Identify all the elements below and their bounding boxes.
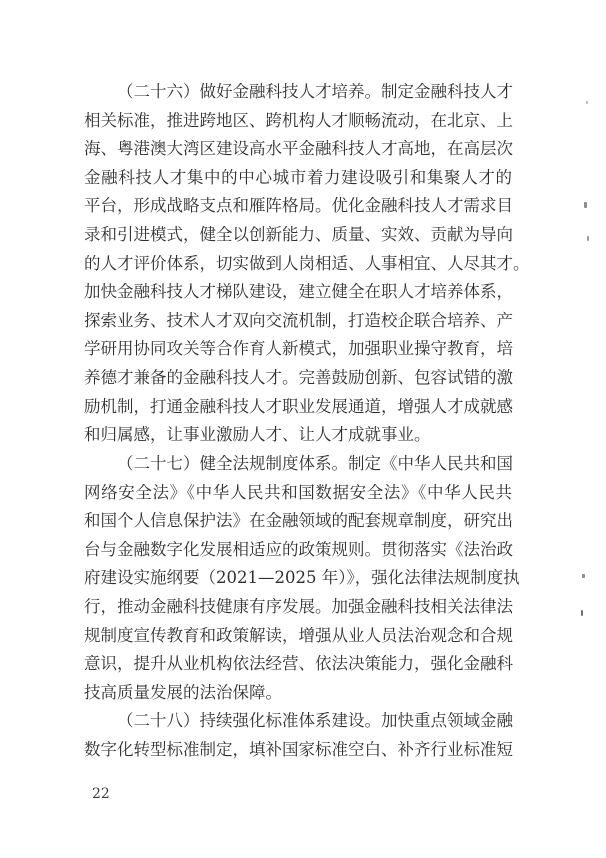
text-line: 规制度宣传教育和政策解读，增强从业人员法治观念和合规	[84, 625, 513, 645]
text-line: 励机制，打通金融科技人才职业发展通道，增强人才成就感	[84, 396, 513, 416]
scan-artifact	[587, 236, 589, 241]
text-line: （二十八）持续强化标准体系建设。加快重点领域金融	[117, 711, 513, 731]
text-line: 技高质量发展的法治保障。	[84, 682, 282, 702]
text-line: 录和引进模式，健全以创新能力、质量、实效、贡献为导向	[84, 225, 513, 245]
text-line: 探索业务、技术人才双向交流机制，打造校企联合培养、产	[84, 310, 513, 330]
scan-artifact	[586, 101, 588, 104]
text-line: 平台，形成战略支点和雁阵格局。优化金融科技人才需求目	[84, 196, 513, 216]
scan-artifact	[584, 202, 587, 208]
text-line: 金融科技人才集中的中心城市着力建设吸引和集聚人才的	[84, 167, 512, 187]
text-line: 网络安全法》《中华人民共和国数据安全法》《中华人民共	[84, 482, 512, 502]
text-line: 府建设实施纲要（2021—2025 年）》，强化法律法规制度执	[84, 568, 520, 588]
text-line: 学研用协同攻关等合作育人新模式，加强职业操守教育，培	[84, 339, 513, 359]
text-line: 和归属感，让事业激励人才、让人才成就事业。	[84, 425, 431, 445]
text-line: 意识，提升从业机构依法经营、依法决策能力，强化金融科	[84, 654, 513, 674]
text-line: 养德才兼备的金融科技人才。完善鼓励创新、包容试错的激	[84, 368, 513, 388]
page-number: 22	[92, 786, 110, 802]
text-line: 加快金融科技人才梯队建设，建立健全在职人才培养体系，	[84, 282, 513, 302]
text-line: （二十七）健全法规制度体系。制定《中华人民共和国	[117, 453, 513, 473]
text-line: 相关标准，推进跨地区、跨机构人才顺畅流动，在北京、上	[84, 110, 513, 130]
text-line: 和国个人信息保护法》在金融领域的配套规章制度，研究出	[84, 511, 513, 531]
scan-artifact	[581, 610, 583, 616]
text-line: 台与金融数字化发展相适应的政策规则。贯彻落实《法治政	[84, 539, 513, 559]
text-line: 行，推动金融科技健康有序发展。加强金融科技相关法律法	[84, 596, 513, 616]
scan-artifact	[582, 574, 585, 578]
text-line: （二十六）做好金融科技人才培养。制定金融科技人才	[117, 82, 513, 101]
page-body-text	[84, 78, 530, 765]
text-line: 海、粤港澳大湾区建设高水平金融科技人才高地，在高层次	[84, 139, 513, 159]
text-line: 的人才评价体系，切实做到人岗相适、人事相宜、人尽其才。	[84, 253, 530, 273]
text-line: 数字化转型标准制定，填补国家标准空白、补齐行业标准短	[84, 740, 513, 760]
